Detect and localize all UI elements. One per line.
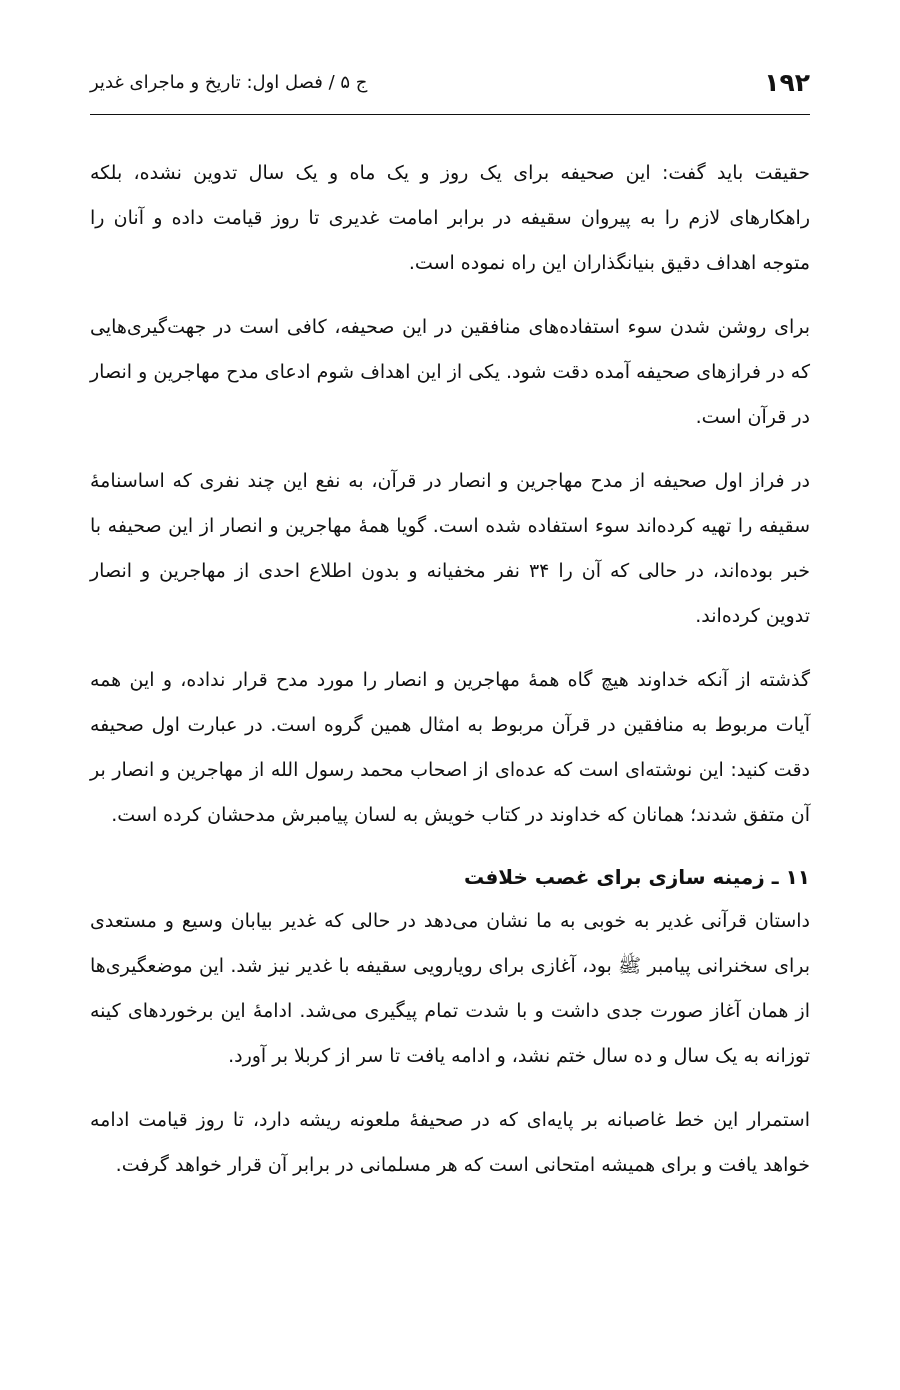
paragraph-2: برای روشن شدن سوء استفاده‌های منافقین در این صحیفه، کافی است در جهت‌گیری‌هایی که در فرازهای صحیفه آمده دقت شود. یکی از این اهداف شوم ادعای مدح مهاجرین و انصار در قرآن است. [90,316,810,428]
section-heading: ۱۱ ـ زمینه سازی برای غصب خلافت [464,865,810,889]
paragraph-4: گذشته از آنکه خداوند هیچ گاه همهٔ مهاجرین و انصار را مورد مدح قرار نداده، و این همه آیات مربوط به منافقین در قرآن مربوط به امثال همین گروه است. در عبارت اول صحیفه دقت کنید: این نوشته‌ای است که عده‌ای از اصحاب محمد رسول الله از مهاجرین و انصار بر آن متفق شدند؛ همانان که خداوند در کتاب خویش به لسان پیامبرش مدحشان کرده است. [90,669,810,826]
page-number: ۱۹۲ [764,68,810,97]
section-paragraph-1: داستان قرآنی غدیر به خوبی به ما نشان می‌دهد در حالی که غدیر بیابان وسیع و مستعدی برای سخنرانی پیامبر ﷺ بود، آغازی برای رویارویی سقیفه با غدیر نیز شد. این موضعگیری‌ها از همان آغاز صورت جدی داشت و با شدت تمام پیگیری می‌شد. ادامهٔ این برخوردهای کینه توزانه به یک سال و ده سال ختم نشد، و ادامه یافت تا سر از کربلا بر آورد. [90,910,810,1067]
book-page [90,62,810,1207]
paragraph-1: حقیقت باید گفت: این صحیفه برای یک روز و یک ماه و یک سال تدوین نشده، بلکه راهکارهای لازم را به پیروان سقیفه در برابر امامت غدیری تا روز قیامت داده و آنان را متوجه اهداف دقیق بنیانگذاران این راه نموده است. [90,162,810,274]
page-body [90,151,810,1188]
section-paragraph-2: استمرار این خط غاصبانه بر پایه‌ای که در صحیفهٔ ملعونه ریشه دارد، تا روز قیامت ادامه خواهد یافت و برای همیشه امتحانی است که هر مسلمانی در برابر آن قرار خواهد گرفت. [90,1109,810,1176]
running-header [90,62,810,115]
running-title: ج ۵ / فصل اول: تاریخ و ماجرای غدیر [90,72,368,93]
paragraph-3: در فراز اول صحیفه از مدح مهاجرین و انصار در قرآن، به نفع این چند نفری که اساسنامهٔ سقیفه را تهیه کرده‌اند سوء استفاده شده است. گویا همهٔ مهاجرین و انصار از این صحیفه با خبر بوده‌اند، در حالی که آن را ۳۴ نفر مخفیانه و بدون اطلاع احدی از مهاجرین و انصار تدوین کرده‌اند. [90,470,810,627]
